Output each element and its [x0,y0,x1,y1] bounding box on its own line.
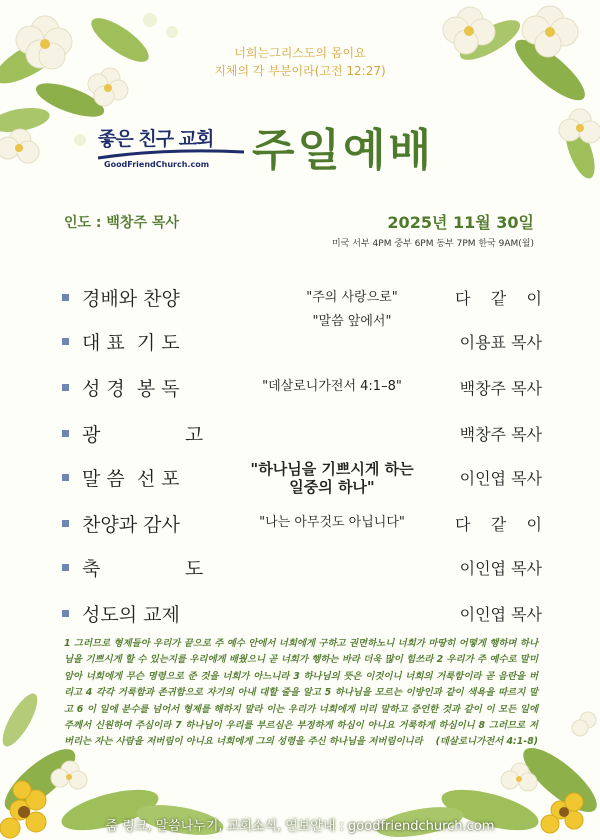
bullet-icon [62,520,69,527]
order-item-officiant: 이인엽 목사 [459,605,542,624]
order-row [62,328,542,358]
order-item-detail: "데살로니가전서 4:1–8" [262,379,402,394]
scripture-body: 1 그러므로 형제들아 우리가 끝으로 주 예수 안에서 너희에게 구하고 권면하노니 너희가 마땅히 어떻게 행하며 하나님을 기쁘시게 할 수 있는지를 우리에게 배웠으니 곧 너희가 행하는 바라 더욱 많이 힘쓰라 2 우리가 주 예수로 말미암아 너희에게 무슨 명령으로 준 것을 너희가 아느니라 3 하나님의 뜻은 이것이니 너희의 거룩함이라 곧 음란을 버리고 4 각각 거룩함과 존귀함으로 자기의 아내 대할 줄을 알고 5 하나님을 모르는 이방인과 같이 색욕을 따르지 말고 6 이 일에 분수를 넘어서 형제를 해하지 말라 이는 우리가 너희에게 미리 말하고 증언한 것과 같이 이 모든 일에 주께서 신원하여 주심이라 7 하나님이 우리를 부르심은 부정하게 하심이 아니요 거룩하게 하심이니 8 그러므로 저버리는 자는 사람을 저버림이 아니요 너희에게 그의 성령을 주신 하나님을 저버림이니라 [64,638,538,748]
church-logo-url: GoodFriendChurch.com [104,160,210,169]
tagline-line-1: 너희는그리스도의 몸이요 [234,46,366,60]
order-item-detail: "주의 사랑으로" "말씀 앞에서" [306,290,398,329]
order-item-name: 성 경 봉 독 [82,378,180,400]
church-logo-text: 좋은 친구 교회 [98,128,214,150]
order-item-name: 성도의 교제 [82,604,180,626]
order-row [62,510,542,540]
bullet-icon [62,384,69,391]
service-times: 미국 서부 4PM 중부 6PM 동부 7PM 한국 9AM(월) [332,239,534,249]
service-leader: 인도 : 백창주 목사 [64,215,179,231]
scripture-text [64,636,538,751]
order-item-officiant: 이용표 목사 [459,333,542,352]
order-item-name: 찬양과 감사 [82,514,180,536]
footer-links: 줌 링크, 말씀나누기, 교회소식, 연보안내 : goodfriendchurch.com [105,819,495,834]
bullet-icon [62,294,69,301]
bullet-icon [62,338,69,345]
order-item-detail: "하나님을 기쁘시게 하는 일중의 하나" [250,460,414,496]
order-row [62,600,542,630]
order-item-name: 축 도 [82,558,204,580]
order-item-officiant: 백창주 목사 [459,425,542,444]
bullet-icon [62,474,69,481]
order-row [62,284,542,329]
tagline-line-2: 지체의 각 부분이라(고전 12:27) [214,64,386,78]
order-item-name: 말 씀 선 포 [82,468,180,490]
bullet-icon [62,430,69,437]
order-row [62,460,542,496]
order-item-name: 대 표 기 도 [82,332,180,354]
order-item-name: 광 고 [82,424,204,446]
scripture-reference: (데살로니가전서 4:1-8) [435,736,538,748]
service-date: 2025년 11월 30일 [387,213,534,232]
bullet-icon [62,610,69,617]
order-item-officiant: 이인엽 목사 [459,469,542,488]
bullet-icon [62,564,69,571]
church-logo [96,118,246,182]
order-row [62,374,542,404]
order-item-detail: "나는 아무것도 아닙니다" [259,515,405,530]
order-item-officiant: 다 같 이 [454,289,542,308]
order-item-officiant: 백창주 목사 [459,379,542,398]
order-row [62,420,542,450]
order-item-officiant: 이인엽 목사 [459,559,542,578]
floral-decoration-top-right [430,0,600,190]
order-item-officiant: 다 같 이 [454,515,542,534]
order-row [62,554,542,584]
page-title: 주일예배 [252,125,435,176]
order-item-name: 경배와 찬양 [82,288,180,310]
tagline [0,44,600,80]
